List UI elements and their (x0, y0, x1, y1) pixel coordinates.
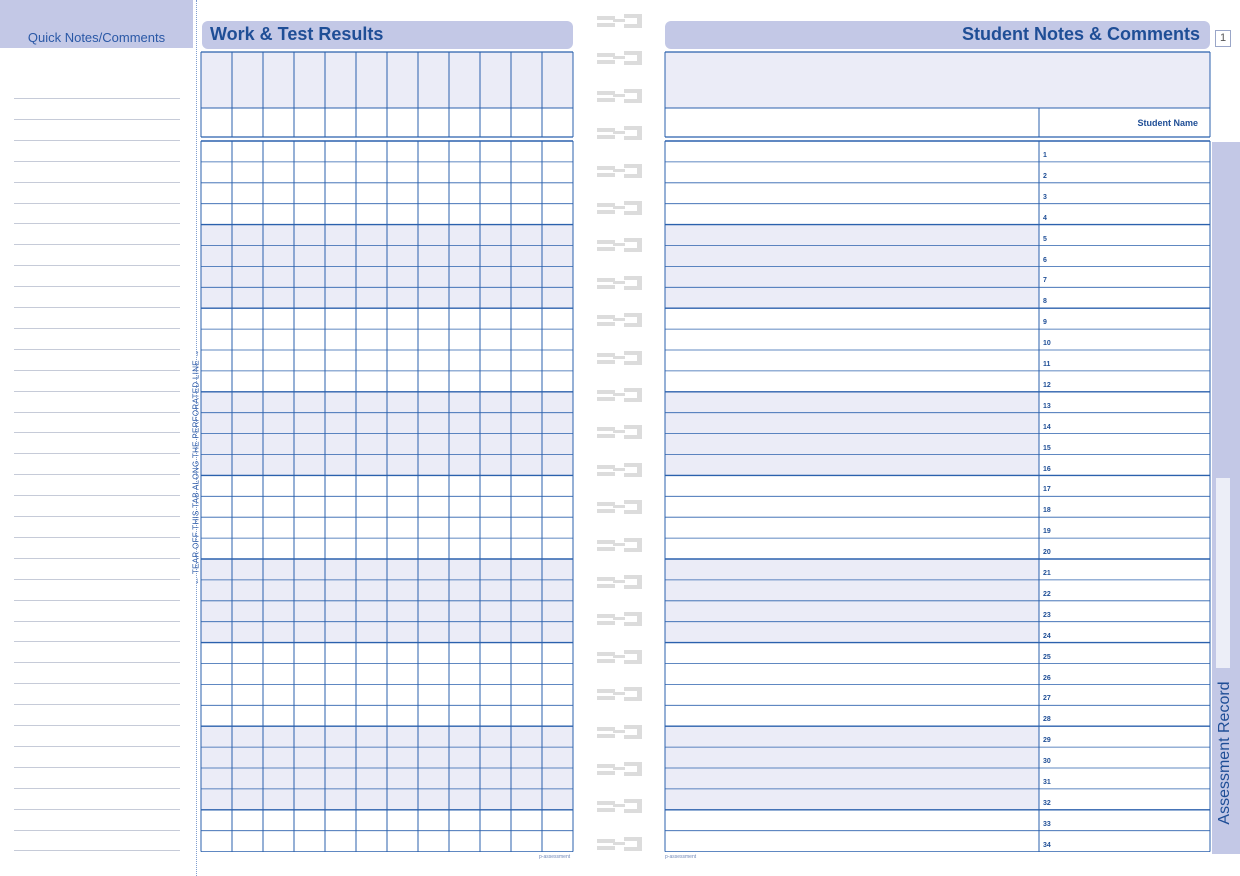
student-row-number: 5 (1043, 235, 1047, 243)
student-row-number: 26 (1043, 674, 1051, 682)
student-row-number: 22 (1043, 590, 1051, 598)
student-row-number: 29 (1043, 737, 1051, 745)
student-row-number: 1 (1043, 152, 1047, 159)
notes-header-cell (665, 52, 1210, 108)
student-row-number: 3 (1043, 193, 1047, 201)
student-row-number: 13 (1043, 402, 1051, 410)
student-row-number: 14 (1043, 423, 1051, 431)
student-row-number: 17 (1043, 486, 1051, 494)
student-name-label: Student Name (1137, 118, 1198, 128)
quick-notes-title: Quick Notes/Comments (27, 30, 166, 45)
student-row-number: 11 (1043, 361, 1051, 368)
student-row-number: 34 (1043, 841, 1051, 849)
student-row-number: 28 (1043, 716, 1051, 724)
student-notes-title: Student Notes & Comments (961, 24, 1200, 44)
student-row-number: 15 (1043, 444, 1051, 452)
student-row-number: 25 (1043, 653, 1051, 661)
student-row-number: 24 (1043, 632, 1051, 640)
student-row-number: 7 (1043, 277, 1047, 285)
assessment-record-label: Assessment Record (1216, 681, 1233, 825)
student-row-number: 31 (1043, 779, 1051, 786)
student-row-number: 6 (1043, 256, 1047, 264)
footer-left: p-assessment (539, 854, 571, 860)
student-row-number: 32 (1043, 799, 1051, 807)
footer-right: p-assessment (665, 854, 697, 860)
student-row-number: 8 (1043, 298, 1047, 306)
student-row-number: 10 (1043, 340, 1051, 348)
student-row-number: 9 (1043, 319, 1047, 327)
student-row-number: 27 (1043, 695, 1051, 703)
work-results-title: Work & Test Results (210, 24, 384, 44)
tear-off-instruction: ← TEAR OFF THIS TAB ALONG THE PERFORATED LINE → (191, 349, 201, 585)
student-row-number: 33 (1043, 820, 1051, 828)
student-row-number: 23 (1043, 611, 1051, 619)
student-row-number: 4 (1043, 214, 1047, 222)
student-row-number: 2 (1043, 172, 1047, 180)
student-row-number: 16 (1043, 465, 1051, 473)
student-row-number: 20 (1043, 549, 1051, 557)
student-row-number: 12 (1043, 381, 1051, 389)
assessment-tab-slot (1216, 478, 1230, 668)
student-row-number: 21 (1043, 570, 1051, 577)
student-row-number: 18 (1043, 507, 1051, 515)
student-row-number: 19 (1043, 528, 1051, 536)
student-row-number: 30 (1043, 758, 1051, 766)
page-number: 1 (1215, 30, 1231, 47)
